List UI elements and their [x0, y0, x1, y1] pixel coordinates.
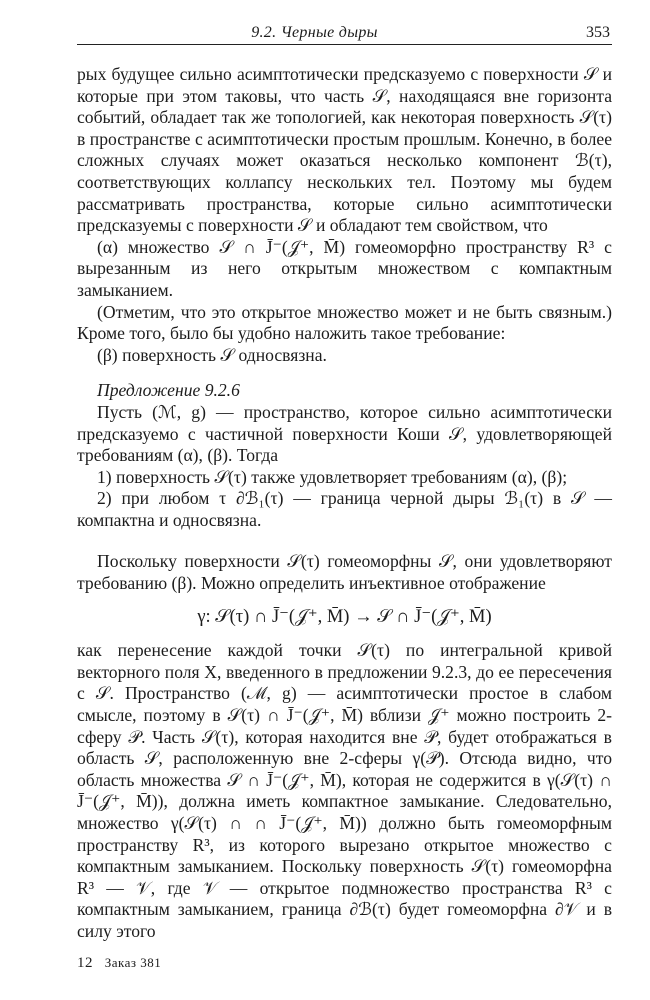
proof-paragraph: Поскольку поверхности 𝒮(τ) гомеоморфны 𝒮, они удовлетворяют требованию (β). Можно определить инъективное отображение: [77, 551, 612, 594]
proposition-statement: Пусть (ℳ, g) — пространство, которое сильно асимптотически предсказуемо с частичной поверхности Коши 𝒮, удовлетворяющей требованиям (α), (β). Тогда: [77, 401, 612, 466]
paragraph-continuation: рых будущее сильно асимптотически предсказуемо с поверхности 𝒮 и которые при этом таковы, что часть 𝒮, находящаяся вне горизонта событий, обладает так же топологией, как некоторая поверхность 𝒮(τ) в пространстве с асимптотически простым прошлым. Конечно, в более сложных случаях может оказаться несколько компонент ℬ(τ), соответствующих коллапсу нескольких тел. Поэтому мы будем рассматривать пространства, которые сильно асимптотически предсказуемы с поверхности 𝒮 и обладают тем свойством, что: [77, 64, 612, 236]
condition-beta: (β) поверхность 𝒮 односвязна.: [97, 344, 327, 365]
running-head: [77, 22, 612, 45]
body-text: [77, 64, 612, 943]
display-formula: γ: 𝒮(τ) ∩ J̄⁻(𝒥⁺, M̄) → 𝒮 ∩ J̄⁻(𝒥⁺, M̄): [197, 606, 492, 627]
section-title: 9.2. Черные дыры: [251, 24, 378, 41]
proposition-item-2: 2) при любом τ ∂ℬ₁(τ) — граница черной дыры ℬ₁(τ) в 𝒮 — компактна и односвязна.: [77, 488, 612, 530]
proposition-heading: Предложение 9.2.6: [97, 380, 240, 401]
sheet-number: 12: [77, 955, 93, 971]
order-text: Заказ 381: [104, 955, 162, 970]
page-footer: [77, 952, 161, 975]
paragraph-remark: (Отметим, что это открытое множество может и не быть связным.) Кроме того, было бы удобно наложить такое требование:: [77, 301, 612, 344]
proof-continuation: как перенесение каждой точки 𝒮(τ) по интегральной кривой векторного поля X, введенного в предложении 9.2.3, до ее пересечения с 𝒮. Пространство (ℳ, g) — асимптотически простое в слабом смысле, поэтому в 𝒮(τ) ∩ J̄⁻(𝒥⁺, M̄) вблизи 𝒥⁺ можно построить 2-сферу 𝒫. Часть 𝒮(τ), которая находится вне 𝒫, будет отображаться в область 𝒮, расположенную вне 2-сферы γ(𝒫). Отсюда видно, что область множества 𝒮 ∩ J̄⁻(𝒥⁺, M̄), которая не содержится в γ(𝒮(τ) ∩ J̄⁻(𝒥⁺, M̄)), должна иметь компактное замыкание. Следовательно, множество γ(𝒮(τ) ∩ ∩ J̄⁻(𝒥⁺, M̄)) должно быть гомеоморфным пространству R³, из которого вырезано открытое множество с компактным замыканием. Поскольку поверхность 𝒮(τ) гомеоморфна R³ — 𝒱, где 𝒱 — открытое подмножество пространства R³ с компактным замыканием, граница ∂ℬ(τ) будет гомеоморфна ∂𝒱 и в силу этого: [77, 640, 612, 941]
page-number: 353: [586, 24, 610, 41]
condition-alpha: (α) множество 𝒮 ∩ J̄⁻(𝒥⁺, M̄) гомеоморфно пространству R³ с вырезанным из него открытым множеством с компактным замыканием.: [77, 236, 612, 300]
proposition-item-1: 1) поверхность 𝒮(τ) также удовлетворяет требованиям (α), (β);: [97, 466, 568, 487]
